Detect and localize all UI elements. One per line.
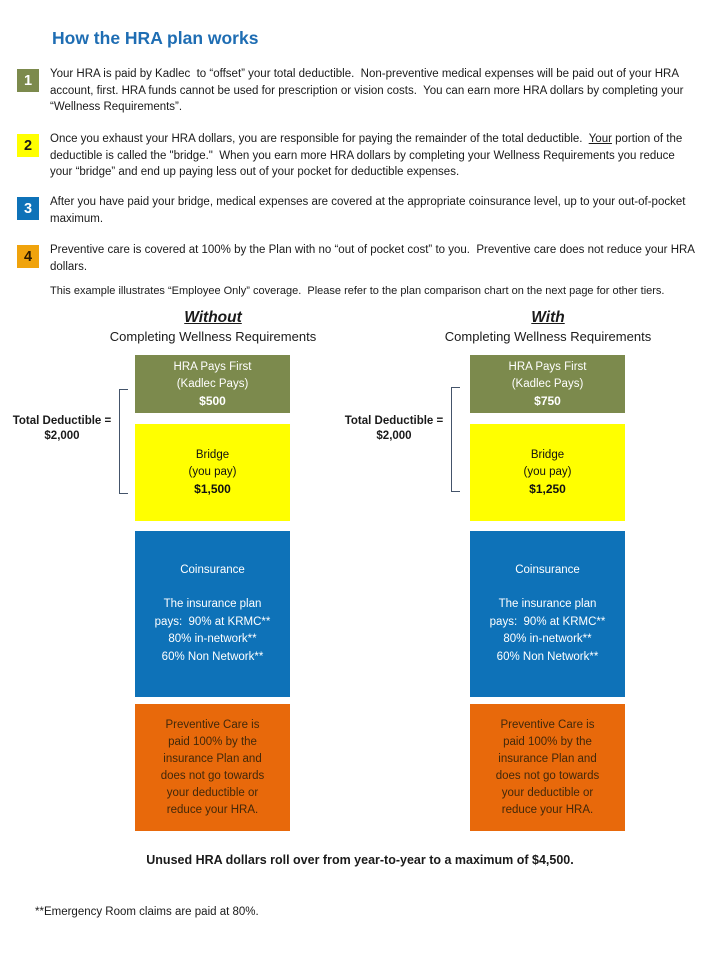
preventive-line3: insurance Plan and xyxy=(163,752,262,765)
hra-box-line2: (Kadlec Pays) xyxy=(176,377,249,390)
preventive-line5: your deductible or xyxy=(166,786,259,799)
without-deductible-amount: $2,000 xyxy=(44,430,80,442)
step-2-underlined-word: Your xyxy=(588,133,612,145)
coinsurance-line2: The insurance plan xyxy=(163,598,262,611)
without-hra-pays-first-box xyxy=(135,355,290,413)
preventive-line6: reduce your HRA. xyxy=(501,803,594,816)
with-column xyxy=(470,0,625,960)
page-title: How the HRA plan works xyxy=(52,28,259,48)
hra-box-line2: (Kadlec Pays) xyxy=(511,377,584,390)
step-4-number-badge: 4 xyxy=(17,245,39,268)
with-hra-pays-first-box xyxy=(470,355,625,413)
without-column xyxy=(135,0,290,960)
coinsurance-line4: 80% in-network** xyxy=(168,633,257,646)
step-2-number-badge: 2 xyxy=(17,134,39,157)
coinsurance-line3: pays: 90% at KRMC** xyxy=(154,615,271,628)
hra-box-amount: $500 xyxy=(199,393,226,408)
without-bridge-box xyxy=(135,424,290,521)
preventive-line1: Preventive Care is xyxy=(500,718,595,731)
example-note: This example illustrates “Employee Only” coverage. Please refer to the plan comparison chart on the next page for other tiers. xyxy=(50,285,665,297)
without-total-deductible-label xyxy=(6,414,118,444)
preventive-line2: paid 100% by the xyxy=(168,735,257,748)
with-heading: With xyxy=(531,309,565,326)
coinsurance-line4: 80% in-network** xyxy=(503,633,592,646)
with-deductible-bracket xyxy=(451,387,460,492)
rollover-note: Unused HRA dollars roll over from year-to-year to a maximum of $4,500. xyxy=(146,853,574,867)
bridge-box-line1: Bridge xyxy=(530,449,565,461)
with-preventive-care-box xyxy=(470,704,625,831)
without-heading: Without xyxy=(184,309,242,326)
bridge-box-amount: $1,500 xyxy=(194,482,231,496)
coinsurance-line5: 60% Non Network** xyxy=(161,650,264,663)
step-3-number-badge: 3 xyxy=(17,197,39,220)
preventive-line5: your deductible or xyxy=(501,786,594,799)
with-bridge-box xyxy=(470,424,625,521)
step-1-text: Your HRA is paid by Kadlec to “offset” your total deductible. Non-preventive medical expenses will be paid out of your HRA account, first. HRA funds cannot be used for prescription or vision costs. You can earn more HRA dollars by completing your “Wellness Requirements”. xyxy=(50,68,687,113)
without-preventive-care-box xyxy=(135,704,290,831)
preventive-line4: does not go towards xyxy=(495,769,600,782)
coinsurance-line2: The insurance plan xyxy=(498,598,597,611)
preventive-line1: Preventive Care is xyxy=(165,718,260,731)
hra-box-line1: HRA Pays First xyxy=(508,360,587,373)
bridge-box-amount: $1,250 xyxy=(529,482,566,496)
preventive-line2: paid 100% by the xyxy=(503,735,592,748)
step-4-text: Preventive care is covered at 100% by the Plan with no “out of pocket cost” to you. Preventive care does not reduce your HRA dollars. xyxy=(50,244,698,273)
preventive-line6: reduce your HRA. xyxy=(166,803,259,816)
with-total-deductible-label xyxy=(338,414,450,444)
hra-box-line1: HRA Pays First xyxy=(173,360,252,373)
coinsurance-line5: 60% Non Network** xyxy=(496,650,599,663)
step-3-text: After you have paid your bridge, medical expenses are covered at the appropriate coinsurance level, up to your out-of-pocket maximum. xyxy=(50,196,689,225)
without-subheading: Completing Wellness Requirements xyxy=(109,329,317,344)
with-coinsurance-box xyxy=(470,531,625,697)
coinsurance-title: Coinsurance xyxy=(515,563,580,576)
bridge-box-line2: (you pay) xyxy=(188,466,237,478)
without-coinsurance-box xyxy=(135,531,290,697)
hra-box-amount: $750 xyxy=(534,393,561,408)
emergency-room-footnote: **Emergency Room claims are paid at 80%. xyxy=(35,906,259,918)
coinsurance-line3: pays: 90% at KRMC** xyxy=(489,615,606,628)
step-1-number-badge: 1 xyxy=(17,69,39,92)
bridge-box-line2: (you pay) xyxy=(523,466,572,478)
with-deductible-amount: $2,000 xyxy=(376,430,412,442)
with-deductible-text: Total Deductible = xyxy=(344,415,444,427)
step-2-text-before: Once you exhaust your HRA dollars, you are responsible for paying the remainder of the total deductible. xyxy=(50,133,589,145)
preventive-line3: insurance Plan and xyxy=(498,752,597,765)
without-deductible-bracket xyxy=(119,389,128,494)
preventive-line4: does not go towards xyxy=(160,769,265,782)
bridge-box-line1: Bridge xyxy=(195,449,230,461)
coinsurance-title: Coinsurance xyxy=(180,563,245,576)
with-subheading: Completing Wellness Requirements xyxy=(444,329,652,344)
without-deductible-text: Total Deductible = xyxy=(12,415,112,427)
step-2-text-after: portion of the deductible is called the "bridge." When you earn more HRA dollars by completing your Wellness Requirements you reduce your “bridge” and end up paying less out of your pocket for deductible expenses. xyxy=(50,133,686,178)
